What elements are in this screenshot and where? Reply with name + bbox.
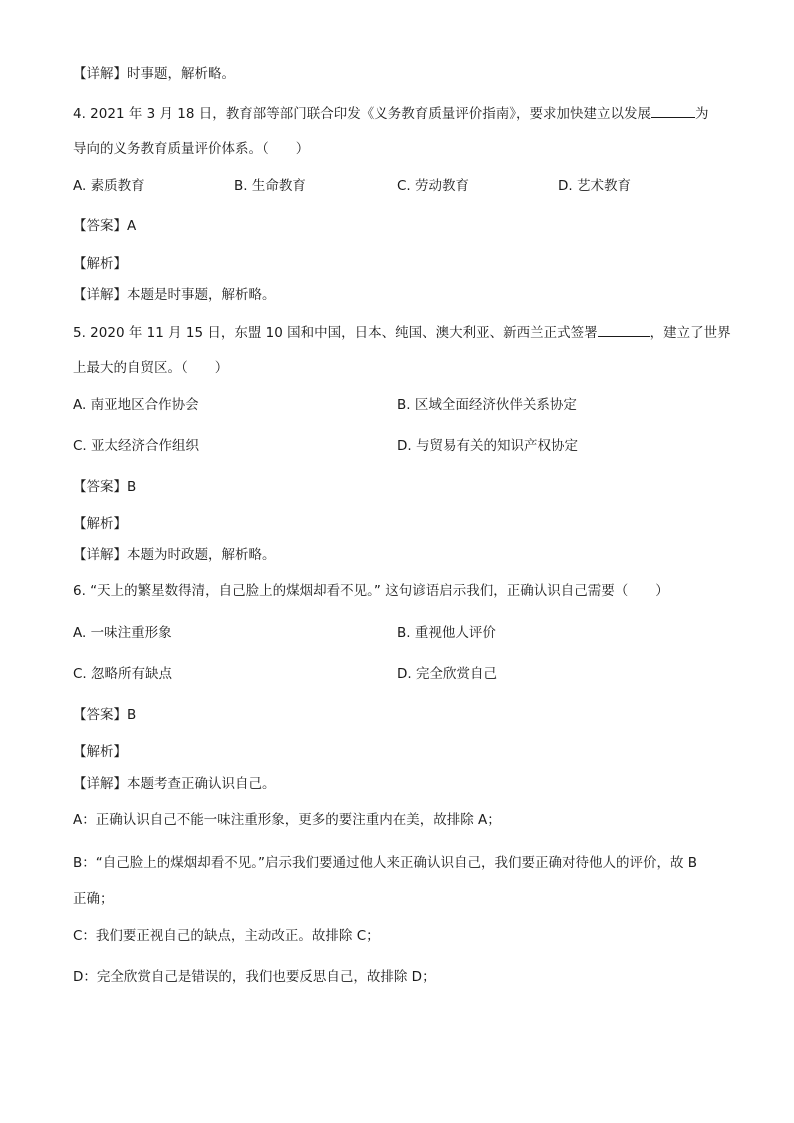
q4-analysis-heading: 【解析】	[73, 256, 127, 272]
q5-option-a: A. 南亚地区合作协会	[73, 397, 199, 413]
question-5-stem-text: 5. 2020 年 11 月 15 日，东盟 10 国和中国，日本、纯国、澳大利亚、新西兰正式签署	[73, 325, 598, 341]
question-5-stem	[73, 322, 731, 343]
question-5-stem-tail: ，建立了世界	[649, 325, 731, 341]
answer-blank	[598, 322, 650, 337]
question-5-stem-line2: 上最大的自贸区。（ ）	[73, 360, 229, 376]
q6-option-b: B. 重视他人评价	[397, 625, 496, 641]
q5-option-b: B. 区域全面经济伙伴关系协定	[397, 397, 577, 413]
q6-detail: 【详解】本题考查正确认识自己。	[73, 776, 276, 792]
q4-option-d: D. 艺术教育	[558, 178, 631, 194]
q6-option-a: A. 一味注重形象	[73, 625, 172, 641]
q6-explain-a: A：正确认识自己不能一味注重形象，更多的要注重内在美，故排除 A；	[73, 812, 501, 828]
q4-option-b: B. 生命教育	[234, 178, 306, 194]
q6-option-c: C. 忽略所有缺点	[73, 666, 173, 682]
q5-option-c: C. 亚太经济合作组织	[73, 438, 200, 454]
question-6-stem: 6. “天上的繁星数得清，自己脸上的煤烟却看不见。” 这句谚语启示我们，正确认识自己需要（ ）	[73, 583, 669, 599]
q4-detail: 【详解】本题是时事题，解析略。	[73, 287, 276, 303]
q6-explain-d: D：完全欣赏自己是错误的，我们也要反思自己，故排除 D；	[73, 969, 436, 985]
q6-explain-c: C：我们要正视自己的缺点，主动改正。故排除 C；	[73, 928, 380, 944]
question-4-stem	[73, 103, 709, 124]
detail-q3: 【详解】时事题，解析略。	[73, 66, 235, 82]
q5-analysis-heading: 【解析】	[73, 516, 127, 532]
q6-option-d: D. 完全欣赏自己	[397, 666, 497, 682]
q5-option-d: D. 与贸易有关的知识产权协定	[397, 438, 578, 454]
q6-explain-b-line2: 正确；	[73, 891, 114, 907]
q6-analysis-heading: 【解析】	[73, 744, 127, 760]
answer-blank	[651, 103, 695, 118]
question-4-stem-text: 4. 2021 年 3 月 18 日，教育部等部门联合印发《义务教育质量评价指南》，要求加快建立以发展	[73, 106, 652, 122]
question-4-stem-tail: 为	[695, 106, 709, 122]
question-4-stem-line2: 导向的义务教育质量评价体系。（ ）	[73, 141, 310, 157]
q4-option-a: A. 素质教育	[73, 178, 145, 194]
q6-explain-b-line1: B：“自己脸上的煤烟却看不见。”启示我们要通过他人来正确认识自己，我们要正确对待他人的评价，故 B	[73, 855, 698, 871]
q4-option-c: C. 劳动教育	[397, 178, 470, 194]
q5-detail: 【详解】本题为时政题，解析略。	[73, 547, 276, 563]
q6-answer: 【答案】B	[73, 707, 137, 723]
q4-answer: 【答案】A	[73, 218, 137, 234]
q5-answer: 【答案】B	[73, 479, 137, 495]
